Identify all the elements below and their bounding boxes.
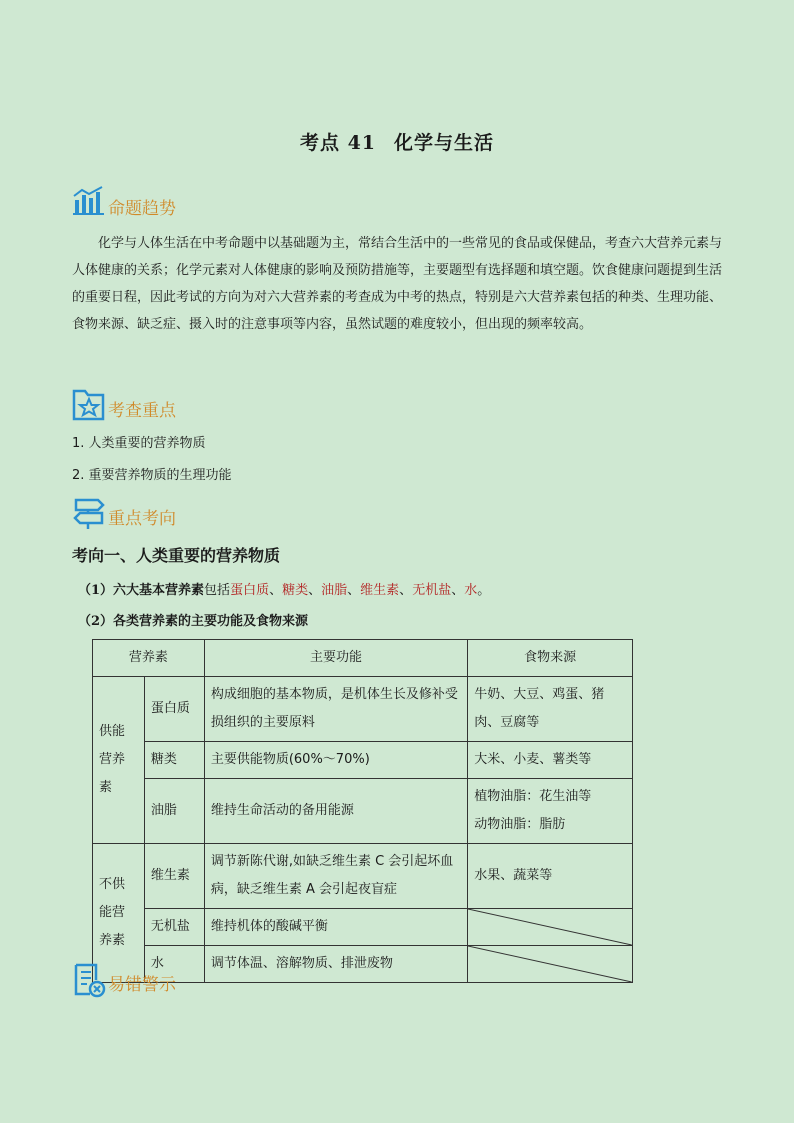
header-source: 食物来源 <box>468 640 633 677</box>
page-title <box>0 128 794 155</box>
section-direction-label: 重点考向 <box>108 509 176 529</box>
nutrients-includes: 包括 <box>204 583 231 598</box>
star-folder-icon <box>72 388 106 422</box>
row-source: 水果、蔬菜等 <box>468 844 633 909</box>
direction-heading: 考向一、人类重要的营养物质 <box>72 546 281 565</box>
row-function: 主要供能物质(60%～70%) <box>204 742 467 779</box>
row-name: 油脂 <box>144 779 204 844</box>
section-trend-heading <box>72 186 176 220</box>
nutrients-table <box>92 639 633 983</box>
row-source: 植物油脂：花生油等 动物油脂：脂肪 <box>468 779 633 844</box>
nutrients-line: （1）六大基本营养素包括蛋白质、糖类、油脂、维生素、无机盐、水。 <box>78 583 491 598</box>
trend-paragraph: 化学与人体生活在中考命题中以基础题为主，常结合生活中的一些常见的食品或保健品，考查六大营养元素与人体健康的关系；化学元素对人体健康的影响及预防措施等，主要题型有选择题和填空题。饮食健康问题提到生活的重要日程，因此考试的方向为对六大营养素的考查成为中考的热点，特别是六大营养素包括的种类、生理功能、食物来源、缺乏症、摄入时的注意事项等内容，虽然试题的难度较小，但出现的频率较高。 <box>72 236 723 332</box>
row-source: 大米、小麦、薯类等 <box>468 742 633 779</box>
row-function: 构成细胞的基本物质，是机体生长及修补受损组织的主要原料 <box>204 677 467 742</box>
table-row <box>93 779 633 844</box>
row-name: 糖类 <box>144 742 204 779</box>
nutrient-water: 水 <box>464 583 478 598</box>
group-non-energy: 不供 能营 养素 <box>93 844 145 983</box>
diagonal-line <box>468 946 632 982</box>
row-function: 维持机体的酸碱平衡 <box>204 909 467 946</box>
table-row <box>93 844 633 909</box>
row-name: 水 <box>144 946 204 983</box>
nutrient-vitamin: 维生素 <box>360 583 400 598</box>
table-caption: （2）各类营养素的主要功能及食物来源 <box>78 614 309 629</box>
section-direction-heading <box>72 496 176 530</box>
bar-chart-icon <box>72 186 106 220</box>
title-prefix: 考点 <box>299 132 340 154</box>
header-nutrient: 营养素 <box>93 640 205 677</box>
signpost-icon <box>72 496 106 530</box>
table-row <box>93 742 633 779</box>
row-name: 无机盐 <box>144 909 204 946</box>
nutrients-prefix: （1）六大基本营养素 <box>78 583 205 598</box>
table-header-row <box>93 640 633 677</box>
section-warning-heading <box>72 962 176 996</box>
section-trend-label: 命题趋势 <box>108 199 176 219</box>
row-name: 蛋白质 <box>144 677 204 742</box>
title-number: 41 <box>347 132 377 154</box>
nutrient-mineral: 无机盐 <box>412 583 452 598</box>
table-row <box>93 909 633 946</box>
header-function: 主要功能 <box>204 640 467 677</box>
focus-item-1: 1. 人类重要的营养物质 <box>72 436 206 451</box>
row-function: 维持生命活动的备用能源 <box>204 779 467 844</box>
table-row <box>93 677 633 742</box>
section-warning-label: 易错警示 <box>108 975 176 995</box>
group-energy: 供能 营养 素 <box>93 677 145 844</box>
row-function: 调节新陈代谢,如缺乏维生素 C 会引起坏血病，缺乏维生素 A 会引起夜盲症 <box>204 844 467 909</box>
section-focus-heading <box>72 388 176 422</box>
section-focus-label: 考查重点 <box>108 401 176 421</box>
row-source-empty <box>468 909 633 946</box>
row-source-empty <box>468 946 633 983</box>
focus-item-2: 2. 重要营养物质的生理功能 <box>72 468 232 483</box>
row-name: 维生素 <box>144 844 204 909</box>
document-x-icon <box>72 962 106 996</box>
nutrient-fat: 油脂 <box>321 583 348 598</box>
title-name: 化学与生活 <box>394 132 495 154</box>
diagonal-line <box>468 909 632 945</box>
row-function: 调节体温、溶解物质、排泄废物 <box>204 946 467 983</box>
nutrient-sugar: 糖类 <box>282 583 309 598</box>
row-source: 牛奶、大豆、鸡蛋、猪肉、豆腐等 <box>468 677 633 742</box>
nutrient-protein: 蛋白质 <box>230 583 270 598</box>
